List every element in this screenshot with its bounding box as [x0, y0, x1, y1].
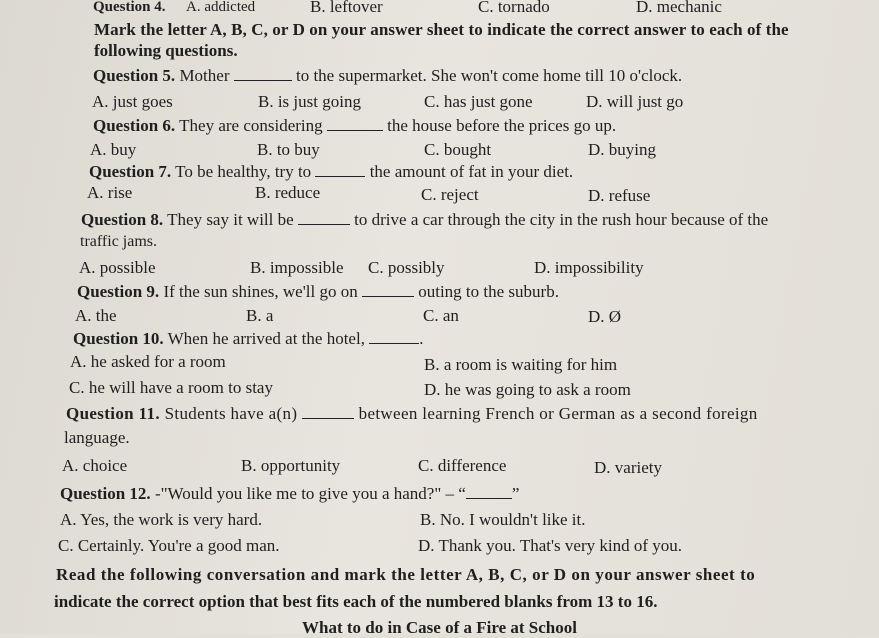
q10-before: When he arrived at the hotel, [167, 329, 365, 348]
reading-instruction-line-1: Read the following conversation and mark the letter A, B, C, or D on your answer sheet to [56, 565, 756, 584]
q11-stem [66, 404, 758, 424]
q11-label: Question 11. [66, 404, 160, 423]
q5-blank [234, 66, 292, 81]
q6-option-b: B. to buy [257, 140, 320, 159]
q11-option-a: A. choice [62, 456, 128, 475]
q7-label: Question 7. [89, 162, 172, 181]
q12-option-a: A. Yes, the work is very hard. [60, 510, 263, 529]
q10-label: Question 10. [73, 329, 164, 348]
q8-after: to drive a car through the city in the rush hour because of the [354, 210, 769, 229]
q7-option-b: B. reduce [255, 183, 321, 202]
q6-stem [93, 116, 616, 136]
q6-option-a: A. buy [90, 140, 137, 159]
q7-before: To be healthy, try to [175, 162, 312, 181]
q6-option-c: C. bought [424, 140, 492, 159]
q8-option-c: C. possibly [368, 258, 445, 277]
q9-blank [362, 282, 414, 297]
q5-stem [93, 66, 682, 86]
q11-option-b: B. opportunity [241, 456, 341, 475]
q7-option-c: C. reject [421, 185, 479, 204]
q7-option-d: D. refuse [588, 186, 651, 205]
q6-label: Question 6. [93, 116, 176, 135]
q10-stem [73, 329, 423, 349]
section-title: What to do in Case of a Fire at School [302, 618, 577, 637]
q11-after: between learning French or German as a second foreign [358, 404, 758, 423]
q8-continuation: traffic jams. [80, 233, 158, 250]
q12-before: -"Would you like me to give you a hand?" – “ [154, 484, 466, 503]
q9-after: outing to the suburb. [418, 282, 559, 301]
q7-after: the amount of fat in your diet. [369, 162, 574, 181]
q11-option-c: C. difference [418, 456, 507, 475]
q11-option-d: D. variety [594, 458, 662, 477]
q10-option-c: C. he will have a room to stay [69, 378, 273, 397]
q12-blank [466, 484, 512, 499]
q4-option-c: C. tornado [478, 0, 550, 16]
q8-option-b: B. impossible [250, 258, 344, 277]
q7-blank [315, 162, 365, 177]
q11-blank [302, 404, 354, 419]
q5-before: Mother [179, 66, 230, 85]
q11-continuation: language. [64, 428, 130, 447]
q6-after: the house before the prices go up. [387, 116, 617, 135]
q4-label: Question 4. [93, 0, 166, 15]
q8-stem [81, 210, 768, 230]
q8-before: They say it will be [167, 210, 294, 229]
q12-stem [60, 484, 519, 504]
q5-option-d: D. will just go [586, 92, 684, 111]
q10-blank [369, 329, 419, 344]
q9-before: If the sun shines, we'll go on [163, 282, 358, 301]
q5-option-a: A. just goes [92, 92, 173, 111]
q6-option-d: D. buying [588, 140, 656, 159]
q8-blank [298, 210, 350, 225]
q8-option-a: A. possible [79, 258, 156, 277]
q8-option-d: D. impossibility [534, 258, 644, 277]
q6-blank [327, 116, 383, 131]
q11-before: Students have a(n) [164, 404, 298, 423]
q9-label: Question 9. [77, 282, 160, 301]
q5-option-c: C. has just gone [424, 92, 533, 111]
q9-option-b: B. a [246, 306, 274, 325]
q7-option-a: A. rise [87, 183, 133, 202]
reading-instruction-line-2: indicate the correct option that best fits each of the numbered blanks from 13 to 16. [54, 592, 658, 611]
q12-label: Question 12. [60, 484, 151, 503]
q9-stem [77, 282, 559, 302]
q4-option-a: A. addicted [186, 0, 256, 15]
q6-before: They are considering [179, 116, 323, 135]
q4-option-b: B. leftover [310, 0, 383, 16]
q10-option-a: A. he asked for a room [70, 352, 226, 371]
q5-label: Question 5. [93, 66, 176, 85]
q5-after: to the supermarket. She won't come home till 10 o'clock. [295, 66, 683, 85]
instruction-line-1: Mark the letter A, B, C, or D on your answer sheet to indicate the correct answer to each of the [94, 20, 789, 39]
q12-option-d: D. Thank you. That's very kind of you. [418, 536, 683, 555]
q10-option-b: B. a room is waiting for him [424, 355, 618, 374]
q9-option-a: A. the [75, 306, 117, 325]
q7-stem [89, 162, 573, 182]
q8-label: Question 8. [81, 210, 164, 229]
q5-option-b: B. is just going [258, 92, 361, 111]
instruction-line-2: following questions. [94, 41, 238, 60]
q12-after: ” [511, 484, 520, 503]
q4-option-d: D. mechanic [636, 0, 722, 16]
q9-option-c: C. an [423, 306, 459, 325]
q12-option-b: B. No. I wouldn't like it. [420, 510, 586, 529]
q9-option-d: D. Ø [588, 307, 622, 326]
q12-option-c: C. Certainly. You're a good man. [58, 536, 280, 555]
q10-option-d: D. he was going to ask a room [424, 380, 631, 399]
q10-after: . [419, 329, 424, 348]
